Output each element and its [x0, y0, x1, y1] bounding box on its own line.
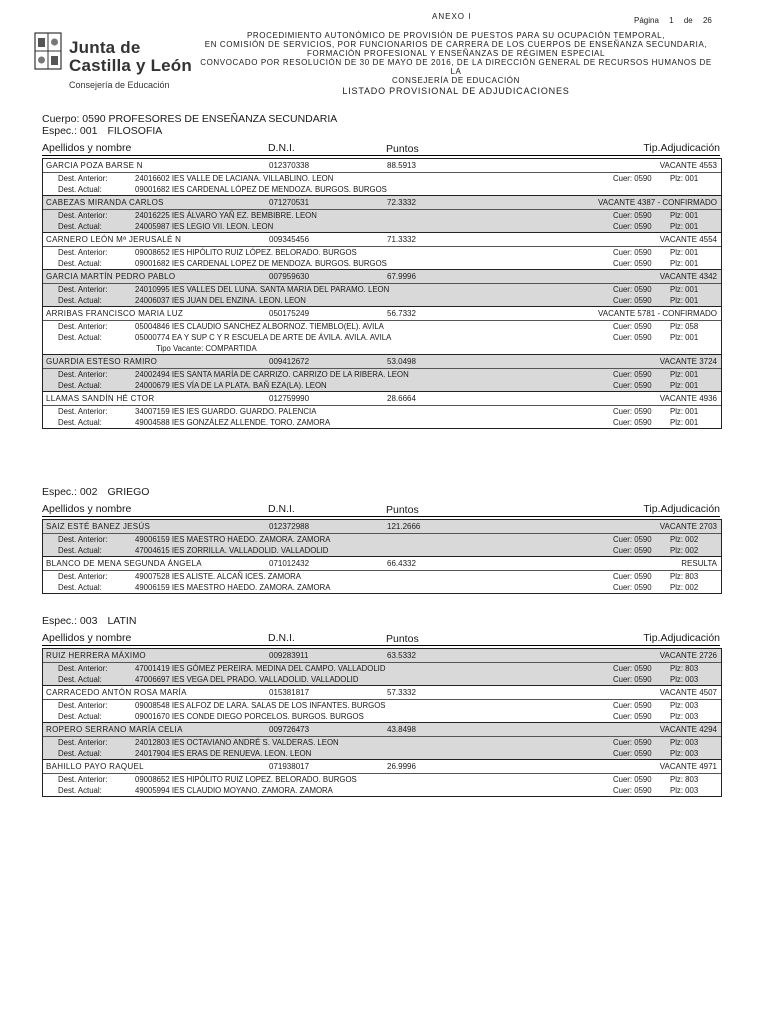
- plaza-code: Plz: 003: [670, 701, 699, 710]
- anexo-label: ANEXO I: [432, 12, 472, 21]
- title-line: CONVOCADO POR RESOLUCIÓN DE 30 DE MAYO DE 2016, DE LA DIRECCIÓN GENERAL DE RECURSOS HUMANOS DE LA: [200, 58, 712, 76]
- adjudication-type: VACANTE 4507: [659, 688, 717, 697]
- document-subtitle: LISTADO PROVISIONAL DE ADJUDICACIONES: [342, 86, 570, 96]
- candidate-name: BAHILLO PAYO RAQUEL: [46, 762, 144, 771]
- column-header: [42, 142, 720, 156]
- table-row: [43, 307, 721, 355]
- col-tipo: Tip.Adjudicación: [643, 503, 720, 515]
- adjudication-table: [42, 158, 722, 429]
- candidate-dni: 012370338: [269, 161, 310, 170]
- destination-label: Dest. Anterior:: [58, 535, 108, 544]
- destination-line: [43, 534, 721, 545]
- cuerpo-code: Cuer: 0590: [613, 248, 652, 257]
- row-summary: [43, 196, 721, 210]
- candidate-puntos: 26.9996: [387, 762, 416, 771]
- destination-label: Dest. Anterior:: [58, 775, 108, 784]
- cuerpo-code: Cuer: 0590: [613, 535, 652, 544]
- destination-value: 24012803 IES OCTAVIANO ANDRÉ S. VALDERAS. LEON: [135, 738, 339, 747]
- destination-value: 24005987 IES LEGIO VII. LEON. LEON: [135, 222, 274, 231]
- destination-line: [43, 184, 721, 195]
- destination-label: Dest. Anterior:: [58, 738, 108, 747]
- espec-code: Espec.: 001: [42, 125, 98, 137]
- col-dni: D.N.I.: [268, 142, 295, 154]
- row-summary: [43, 392, 721, 406]
- table-row: [43, 686, 721, 723]
- destination-line: [43, 210, 721, 221]
- candidate-name: CARNERO LEÓN Mª JERUSALÉ N: [46, 235, 182, 244]
- candidate-puntos: 66.4332: [387, 559, 416, 568]
- candidate-puntos: 56.7332: [387, 309, 416, 318]
- plaza-code: Plz: 001: [670, 174, 699, 183]
- plaza-code: Plz: 001: [670, 285, 699, 294]
- table-row: [43, 270, 721, 307]
- table-row: [43, 355, 721, 392]
- candidate-name: CARRACEDO ANTÓN ROSA MARÍA: [46, 688, 187, 697]
- destination-label: Dest. Actual:: [58, 222, 102, 231]
- col-dni: D.N.I.: [268, 632, 295, 644]
- destination-line: [43, 321, 721, 332]
- destination-label: Dest. Anterior:: [58, 322, 108, 331]
- destination-line: [43, 571, 721, 582]
- espec-name: GRIEGO: [107, 486, 150, 498]
- table-row: [43, 392, 721, 428]
- destination-label: Dest. Actual:: [58, 381, 102, 390]
- candidate-puntos: 43.8498: [387, 725, 416, 734]
- col-name: Apellidos y nombre: [42, 503, 132, 515]
- table-row: [43, 760, 721, 796]
- destination-line: [43, 406, 721, 417]
- title-line: EN COMISIÓN DE SERVICIOS, POR FUNCIONARIOS DE CARRERA DE LOS CUERPOS DE ENSEÑANZA SECUNDARIA,: [204, 40, 708, 49]
- destination-line: [43, 748, 721, 759]
- candidate-dni: 071938017: [269, 762, 310, 771]
- document-title: [196, 31, 716, 85]
- adjudication-type: VACANTE 4553: [659, 161, 717, 170]
- candidate-puntos: 88.5913: [387, 161, 416, 170]
- destination-label: Dest. Actual:: [58, 786, 102, 795]
- candidate-puntos: 57.3332: [387, 688, 416, 697]
- cuerpo-code: Cuer: 0590: [613, 174, 652, 183]
- destination-value: 09008548 IES ALFOZ DE LARA. SALAS DE LOS INFANTES. BURGOS: [135, 701, 386, 710]
- row-summary: [43, 159, 721, 173]
- candidate-puntos: 53.0498: [387, 357, 416, 366]
- destination-value: 24017904 IES ERAS DE RENUEVA. LEON. LEON: [135, 749, 312, 758]
- cuerpo-code: Cuer: 0590: [613, 333, 652, 342]
- destination-line: [43, 369, 721, 380]
- cuerpo-code: Cuer: 0590: [613, 786, 652, 795]
- adjudication-type: VACANTE 4294: [659, 725, 717, 734]
- destination-label: Dest. Actual:: [58, 546, 102, 555]
- row-summary: [43, 355, 721, 369]
- destination-label: Dest. Anterior:: [58, 664, 108, 673]
- candidate-dni: 015381817: [269, 688, 310, 697]
- cuerpo-code: Cuer: 0590: [613, 211, 652, 220]
- destination-label: Dest. Actual:: [58, 749, 102, 758]
- adjudication-type: VACANTE 3724: [659, 357, 717, 366]
- plaza-code: Plz: 803: [670, 664, 699, 673]
- candidate-puntos: 63.5332: [387, 651, 416, 660]
- plaza-code: Plz: 003: [670, 738, 699, 747]
- candidate-puntos: 72.3332: [387, 198, 416, 207]
- cuerpo-code: Cuer: 0590: [613, 546, 652, 555]
- row-summary: [43, 233, 721, 247]
- destination-value: 24016602 IES VALLE DE LACIANA. VILLABLINO. LEON: [135, 174, 334, 183]
- destination-label: Dest. Actual:: [58, 259, 102, 268]
- espec-name: LATIN: [107, 615, 137, 627]
- candidate-dni: 009283911: [269, 651, 309, 660]
- destination-line: [43, 247, 721, 258]
- candidate-dni: 007959630: [269, 272, 310, 281]
- destination-value: 09008652 IES HIPÓLITO RUIZ LÓPEZ. BELORADO. BURGOS: [135, 248, 357, 257]
- destination-value: 09001682 IES CARDENAL LOPEZ DE MENDOZA. BURGOS. BURGOS: [135, 259, 387, 268]
- destination-line: [43, 417, 721, 428]
- col-tipo: Tip.Adjudicación: [643, 142, 720, 154]
- destination-label: Dest. Anterior:: [58, 211, 108, 220]
- candidate-puntos: 67.9996: [387, 272, 416, 281]
- table-row: [43, 159, 721, 196]
- destination-line: [43, 545, 721, 556]
- cuerpo-code: Cuer: 0590: [613, 418, 652, 427]
- espec-code: Espec.: 003: [42, 615, 98, 627]
- row-details: [43, 534, 721, 556]
- row-details: [43, 321, 721, 354]
- espec-heading: [42, 486, 149, 498]
- row-summary: [43, 649, 721, 663]
- col-tipo: Tip.Adjudicación: [643, 632, 720, 644]
- cuerpo-code: Cuer: 0590: [613, 675, 652, 684]
- cuerpo-code: Cuer: 0590: [613, 738, 652, 747]
- col-dni: D.N.I.: [268, 503, 295, 515]
- adjudication-type: VACANTE 5781 - CONFIRMADO: [598, 309, 717, 318]
- cuerpo-code: Cuer: 0590: [613, 222, 652, 231]
- destination-line: [43, 258, 721, 269]
- table-row: [43, 196, 721, 233]
- destination-line: [43, 380, 721, 391]
- plaza-code: Plz: 001: [670, 259, 699, 268]
- row-details: [43, 369, 721, 391]
- candidate-dni: 009412672: [269, 357, 310, 366]
- adjudication-type: VACANTE 4936: [659, 394, 717, 403]
- plaza-code: Plz: 001: [670, 407, 699, 416]
- candidate-puntos: 121.2666: [387, 522, 421, 531]
- destination-label: Dest. Actual:: [58, 712, 102, 721]
- destination-line: [43, 332, 721, 343]
- destination-label: Dest. Actual:: [58, 333, 102, 342]
- cuerpo-code: Cuer: 0590: [613, 701, 652, 710]
- table-row: [43, 557, 721, 593]
- cuerpo-code: Cuer: 0590: [613, 775, 652, 784]
- destination-value: 49007528 IES ALISTE. ALCAÑ ICES. ZAMORA: [135, 572, 301, 581]
- destination-value: 24006037 IES JUAN DEL ENZINA. LEON. LEON: [135, 296, 306, 305]
- candidate-name: BLANCO DE MENA SEGUNDA ÁNGELA: [46, 559, 202, 568]
- row-details: [43, 247, 721, 269]
- destination-value: 09001670 IES CONDE DIEGO PORCELOS. BURGOS. BURGOS: [135, 712, 364, 721]
- destination-label: Dest. Actual:: [58, 675, 102, 684]
- candidate-dni: 009726473: [269, 725, 310, 734]
- plaza-code: Plz: 002: [670, 546, 699, 555]
- plaza-code: Plz: 003: [670, 712, 699, 721]
- plaza-code: Plz: 001: [670, 248, 699, 257]
- candidate-puntos: 71.3332: [387, 235, 416, 244]
- espec-heading: [42, 615, 136, 627]
- candidate-dni: 009345456: [269, 235, 310, 244]
- destination-value: 49004588 IES GONZÁLEZ ALLENDE. TORO. ZAMORA: [135, 418, 331, 427]
- table-row: [43, 520, 721, 557]
- destination-label: Dest. Anterior:: [58, 572, 108, 581]
- destination-label: Dest. Anterior:: [58, 285, 108, 294]
- page-label: Página: [634, 16, 659, 25]
- row-details: [43, 571, 721, 593]
- destination-line: [43, 674, 721, 685]
- destination-line: [43, 582, 721, 593]
- plaza-code: Plz: 002: [670, 583, 699, 592]
- col-name: Apellidos y nombre: [42, 632, 132, 644]
- destination-value: 49005994 IES CLAUDIO MOYANO. ZAMORA. ZAMORA: [135, 786, 333, 795]
- page-total: 26: [702, 16, 712, 25]
- adjudication-table: [42, 648, 722, 797]
- candidate-name: ROPERO SERRANO MARÍA CELIA: [46, 725, 183, 734]
- cuerpo-code: Cuer: 0590: [613, 583, 652, 592]
- cuerpo-code: Cuer: 0590: [613, 322, 652, 331]
- row-details: [43, 700, 721, 722]
- destination-label: Dest. Actual:: [58, 296, 102, 305]
- plaza-code: Plz: 001: [670, 333, 699, 342]
- destination-label: Dest. Actual:: [58, 185, 102, 194]
- plaza-code: Plz: 803: [670, 572, 699, 581]
- table-row: [43, 649, 721, 686]
- adjudication-type: RESULTA: [681, 559, 717, 568]
- cuerpo-code: Cuer: 0590: [613, 296, 652, 305]
- destination-value: 47006697 IES VEGA DEL PRADO. VALLADOLID. VALLADOLID: [135, 675, 359, 684]
- cuerpo-code: Cuer: 0590: [613, 407, 652, 416]
- column-header: [42, 632, 720, 646]
- title-line: FORMACIÓN PROFESIONAL Y ENSEÑANZAS DE RÉGIMEN ESPECIAL: [306, 49, 606, 58]
- adjudication-type: VACANTE 4971: [659, 762, 717, 771]
- destination-label: Dest. Anterior:: [58, 174, 108, 183]
- tipo-vacante: Tipo Vacante: COMPARTIDA: [156, 344, 257, 353]
- plaza-code: Plz: 001: [670, 222, 699, 231]
- candidate-name: LLAMAS SANDÍN HÉ CTOR: [46, 394, 155, 403]
- junta-logo: [34, 30, 194, 100]
- destination-value: 05004846 IES CLAUDIO SANCHEZ ALBORNOZ. TIEMBLO(EL). AVILA: [135, 322, 384, 331]
- table-row: [43, 233, 721, 270]
- plaza-code: Plz: 003: [670, 786, 699, 795]
- espec-heading: [42, 125, 162, 137]
- candidate-name: GUARDIA ESTESO RAMIRO: [46, 357, 158, 366]
- col-name: Apellidos y nombre: [42, 142, 132, 154]
- page-indicator: [634, 16, 720, 25]
- plaza-code: Plz: 001: [670, 296, 699, 305]
- coat-of-arms-icon: [34, 32, 62, 72]
- destination-line: [43, 173, 721, 184]
- destination-value: 49006159 IES MAESTRO HAEDO. ZAMORA. ZAMORA: [135, 583, 331, 592]
- logo-line-1: Junta de: [69, 38, 141, 57]
- candidate-name: CABEZAS MIRANDA CARLOS: [46, 198, 164, 207]
- row-details: [43, 737, 721, 759]
- destination-value: 24000679 IES VÍA DE LA PLATA. BAÑ EZA(LA). LEON: [135, 381, 327, 390]
- plaza-code: Plz: 002: [670, 535, 699, 544]
- candidate-name: SAIZ ESTÉ BANEZ JESÚS: [46, 522, 151, 531]
- plaza-code: Plz: 001: [670, 211, 699, 220]
- row-details: [43, 774, 721, 796]
- column-header: [42, 503, 720, 517]
- destination-value: 34007159 IES IES GUARDO. GUARDO. PALENCIA: [135, 407, 317, 416]
- candidate-dni: 071270531: [269, 198, 310, 207]
- destination-line: [43, 663, 721, 674]
- logo-line-3: Consejería de Educación: [69, 80, 170, 90]
- row-details: [43, 210, 721, 232]
- row-summary: [43, 760, 721, 774]
- destination-label: Dest. Actual:: [58, 583, 102, 592]
- plaza-code: Plz: 803: [670, 775, 699, 784]
- destination-value: 47004615 IES ZORRILLA. VALLADOLID. VALLADOLID: [135, 546, 329, 555]
- destination-value: 09008652 IES HIPÓLITO RUIZ LOPEZ. BELORADO. BURGOS: [135, 775, 357, 784]
- destination-value: 24016225 IES ÁLVARO YAÑ EZ. BEMBIBRE. LEON: [135, 211, 317, 220]
- destination-value: 05000774 EA Y SUP C Y R ESCUELA DE ARTE DE ÁVILA. AVILA. AVILA: [135, 333, 392, 342]
- row-summary: [43, 723, 721, 737]
- cuerpo-code: Cuer: 0590: [613, 381, 652, 390]
- plaza-code: Plz: 001: [670, 381, 699, 390]
- destination-value: 24010995 IES VALLES DEL LUNA. SANTA MARIA DEL PARAMO. LEON: [135, 285, 390, 294]
- plaza-code: Plz: 003: [670, 675, 699, 684]
- destination-label: Dest. Anterior:: [58, 370, 108, 379]
- destination-line: [43, 284, 721, 295]
- candidate-name: GARCIA POZA BARSE N: [46, 161, 143, 170]
- cuerpo-code: Cuer: 0590: [613, 749, 652, 758]
- row-summary: [43, 686, 721, 700]
- page-of: de: [683, 16, 693, 25]
- candidate-dni: 071012432: [269, 559, 310, 568]
- adjudication-type: VACANTE 4554: [659, 235, 717, 244]
- tipo-vacante-line: [43, 343, 721, 354]
- cuerpo-code: Cuer: 0590: [613, 285, 652, 294]
- adjudication-type: VACANTE 4342: [659, 272, 717, 281]
- row-details: [43, 406, 721, 428]
- destination-line: [43, 774, 721, 785]
- destination-line: [43, 711, 721, 722]
- destination-value: 09001682 IES CARDENAL LÓPEZ DE MENDOZA. BURGOS. BURGOS: [135, 185, 387, 194]
- plaza-code: Plz: 058: [670, 322, 699, 331]
- destination-line: [43, 785, 721, 796]
- row-summary: [43, 520, 721, 534]
- row-details: [43, 173, 721, 195]
- title-line: CONSEJERÍA DE EDUCACIÓN: [391, 76, 521, 85]
- candidate-dni: 012759990: [269, 394, 310, 403]
- adjudication-type: VACANTE 4387 - CONFIRMADO: [598, 198, 717, 207]
- row-summary: [43, 557, 721, 571]
- plaza-code: Plz: 001: [670, 418, 699, 427]
- destination-label: Dest. Anterior:: [58, 407, 108, 416]
- destination-label: Dest. Anterior:: [58, 248, 108, 257]
- plaza-code: Plz: 003: [670, 749, 699, 758]
- cuerpo-code: Cuer: 0590: [613, 370, 652, 379]
- cuerpo-code: Cuer: 0590: [613, 259, 652, 268]
- destination-value: 47001419 IES GÓMEZ PEREIRA. MEDINA DEL CAMPO. VALLADOLID: [135, 664, 386, 673]
- page-number: 1: [669, 16, 674, 25]
- table-row: [43, 723, 721, 760]
- destination-label: Dest. Actual:: [58, 418, 102, 427]
- adjudication-type: VACANTE 2726: [659, 651, 717, 660]
- destination-line: [43, 295, 721, 306]
- espec-code: Espec.: 002: [42, 486, 98, 498]
- adjudication-type: VACANTE 2703: [659, 522, 717, 531]
- row-summary: [43, 270, 721, 284]
- espec-name: FILOSOFIA: [107, 125, 163, 137]
- destination-line: [43, 737, 721, 748]
- candidate-puntos: 28.6664: [387, 394, 416, 403]
- destination-value: 49006159 IES MAESTRO HAEDO. ZAMORA. ZAMORA: [135, 535, 331, 544]
- adjudication-table: [42, 519, 722, 594]
- candidate-name: RUIZ HERRERA MÁXIMO: [46, 651, 146, 660]
- cuerpo-heading: Cuerpo: 0590 PROFESORES DE ENSEÑANZA SECUNDARIA: [42, 113, 338, 125]
- title-line: PROCEDIMIENTO AUTONÓMICO DE PROVISIÓN DE PUESTOS PARA SU OCUPACIÓN TEMPORAL,: [246, 31, 666, 40]
- cuerpo-code: Cuer: 0590: [613, 664, 652, 673]
- candidate-name: ARRIBAS FRANCISCO MARIA LUZ: [46, 309, 184, 318]
- plaza-code: Plz: 001: [670, 370, 699, 379]
- candidate-dni: 050175249: [269, 309, 310, 318]
- destination-line: [43, 221, 721, 232]
- col-puntos: Puntos: [386, 633, 419, 645]
- logo-line-2: Castilla y León: [69, 56, 192, 75]
- cuerpo-code: Cuer: 0590: [613, 572, 652, 581]
- candidate-name: GARCIA MARTÍN PEDRO PABLO: [46, 272, 176, 281]
- row-details: [43, 663, 721, 685]
- row-details: [43, 284, 721, 306]
- destination-label: Dest. Anterior:: [58, 701, 108, 710]
- cuerpo-code: Cuer: 0590: [613, 712, 652, 721]
- col-puntos: Puntos: [386, 143, 419, 155]
- candidate-dni: 012372988: [269, 522, 310, 531]
- destination-line: [43, 700, 721, 711]
- col-puntos: Puntos: [386, 504, 419, 516]
- row-summary: [43, 307, 721, 321]
- destination-value: 24002494 IES SANTA MARÍA DE CARRIZO. CARRIZO DE LA RIBERA. LEON: [135, 370, 409, 379]
